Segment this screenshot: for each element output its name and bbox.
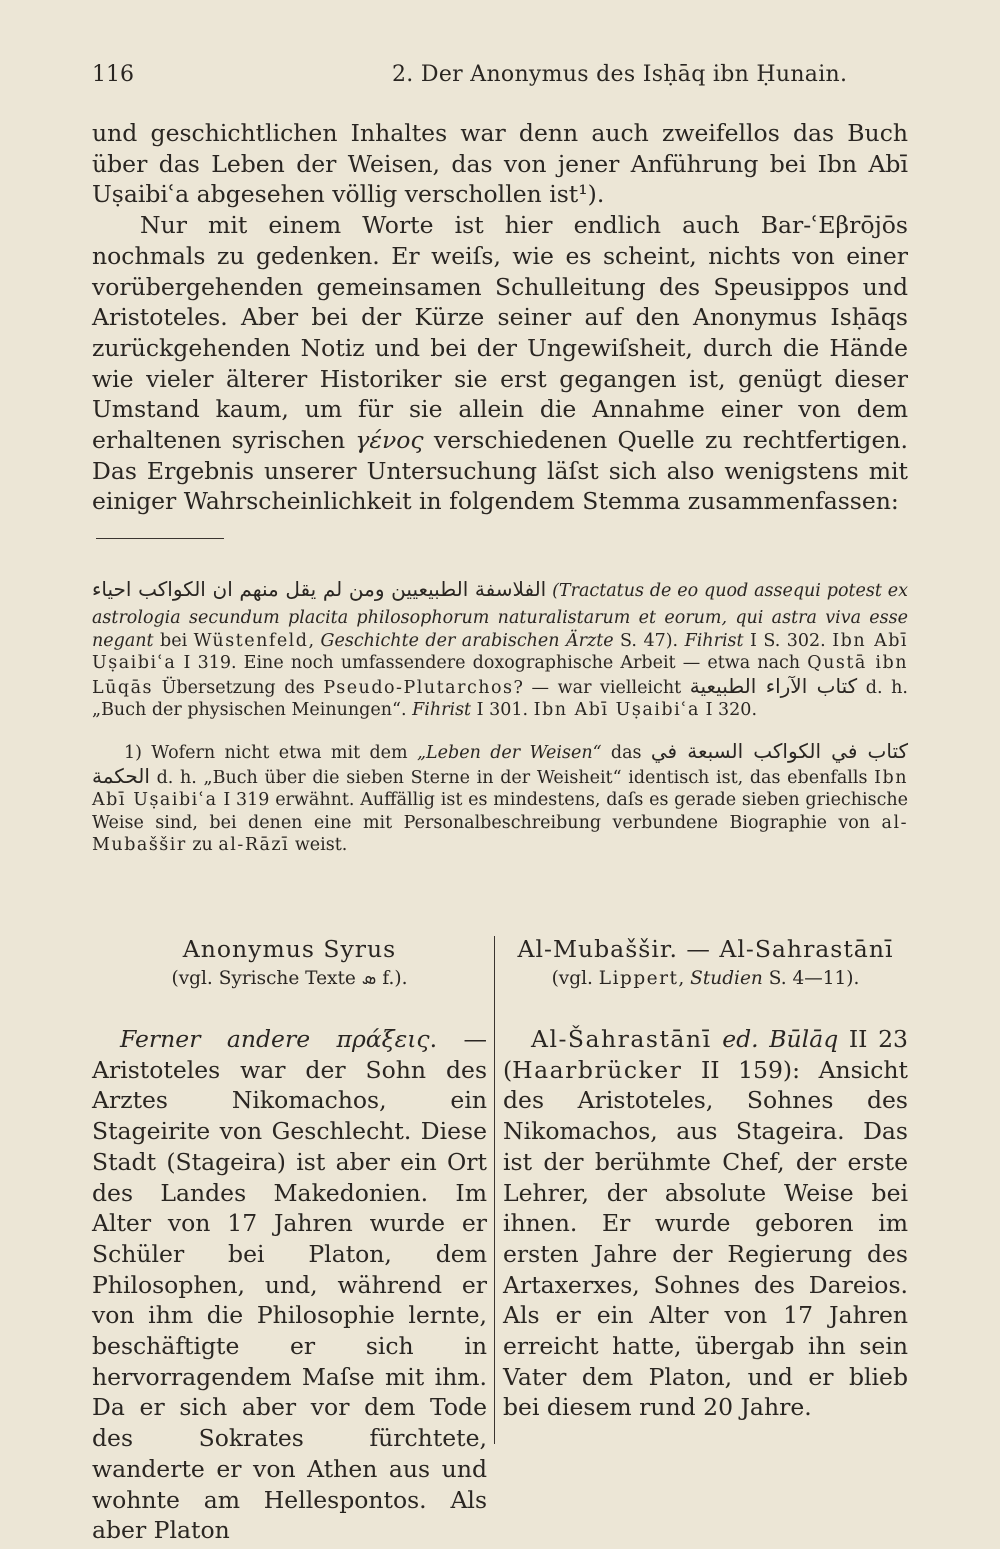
paragraph [92, 118, 908, 210]
column-heading: Anonymus Syrus [182, 935, 397, 963]
author-name: Qustā ibn Lūqās [92, 653, 908, 698]
text-run: II 159): Ansicht des Aristoteles, Sohnes des Nikomachos, aus Stageira. Das ist der berühmte Chef, der erste Lehrer, der absolute Weise bei ihnen. Er wurde geboren im ersten Jahre der Regierung des Artaxerxes, Sohnes des Dareios. Als er ein Alter von 17 Jahren erreicht hatte, übergab ihn sein Vater dem Platon, und er blieb bei diesem rund 20 Jahre. [503, 1055, 908, 1422]
footnotes [92, 572, 908, 857]
text-run: S. 4—11). [762, 968, 860, 989]
text-run: bei [153, 630, 194, 651]
main-text [92, 118, 908, 517]
latin-title: (Tractatus de eo quod assequi potest ex astrologia secundum placita philosophorum naturalistarum et eorum, qui astra viva esse negant [92, 581, 909, 651]
left-column [92, 934, 487, 1546]
text-run: , [678, 968, 691, 989]
book-title: ed. Būlāq [711, 1025, 839, 1053]
author-name: Pseudo-Plutarchos [323, 677, 514, 698]
text-run: Aristoteles war der Sohn des Arztes Nikomachos, ein Stageirite von Geschlecht. Diese Stadt (Stageira) ist aber ein Ort des Landes Makedonien. Im Alter von 17 Jahren wurde er Schüler bei Platon, dem Philosophen, und, während er von ihm die Philosophie lernte, beschäftigte er sich in hervorragendem Maſse mit ihm. Da er sich aber vor dem Tode des Sokrates fürchtete, wanderte er von Athen aus und wohnte am Hellespontos. Als aber Platon [92, 1055, 487, 1545]
author-name: Haarbrücker [512, 1055, 683, 1084]
column-text [503, 1024, 908, 1423]
right-column [503, 934, 908, 1423]
text-run: , [308, 630, 321, 651]
book-title: Geschichte der arabischen Ärzte [320, 630, 614, 651]
text-run: zu [186, 835, 219, 856]
footnote-continuation [92, 572, 908, 722]
author-name: Ibn Abī Uṣaibiʿa [92, 767, 908, 811]
greek-term: γένος [355, 426, 424, 455]
text-run: II 23 ( [503, 1025, 908, 1084]
text-run: I 319 erwähnt. Auffällig ist es mindestens, daſs es gerade sieben griechische Weise sind, bei denen eine mit Personalbeschreibung verbundene Biographie von [92, 790, 908, 833]
column-text [92, 1024, 487, 1546]
text-run: ? — war vielleicht [513, 677, 690, 698]
paragraph [92, 210, 908, 517]
text-run: (vgl. [551, 968, 599, 989]
book-title: Fihrist [412, 700, 472, 721]
text-run: Nur mit einem Worte ist hier endlich auch Bar-ʿEβrōjōs nochmals zu gedenken. Er weiſs, wie es scheint, nichts von einer vorübergehenden gemeinsamen Schulleitung des Speusippos und Aristoteles. Aber bei der Kürze seiner auf den Anonymus Isḥāqs zurückgehenden Notiz und bei der Ungewiſsheit, durch die Hände wie vieler älterer Historiker sie erst gegangen ist, genügt dieser Umstand kaum, um für sie allein die Annahme einer von dem erhaltenen syrischen [92, 211, 908, 455]
column-heading: Al-Mubaššir. — Al-Sahrastānī [517, 935, 894, 963]
text-run: I 319. Eine noch umfassendere doxographische Arbeit — etwa nach [176, 653, 808, 674]
page-header [92, 62, 908, 96]
arabic-title: كتاب الآراء الطبيعية [689, 673, 858, 698]
text-run: I S. 302. [743, 630, 833, 651]
text-run: I 320. [700, 700, 758, 721]
text-run: verschiedenen Quelle zu rechtfertigen. Das Ergebnis unserer Untersuchung läſst sich also wenigstens mit einiger Wahrscheinlichkeit in folgendem Stemma zusammenfassen: [92, 426, 908, 516]
running-title: 2. Der Anonymus des Isḥāq ibn Ḥunain. [392, 62, 848, 87]
column-divider [494, 936, 495, 1444]
text-run: weist. [289, 835, 348, 856]
author-name: Wüstenfeld [193, 630, 309, 651]
text-run: das [601, 742, 651, 763]
author-name: Ibn Abī Uṣaibiʿa [533, 700, 700, 721]
author-name: Al-Šahrastānī [531, 1025, 712, 1053]
text-run: S. 47). [613, 630, 685, 651]
text-run: I 301. [471, 700, 534, 721]
book-title: Studien [690, 968, 763, 989]
book-title: „Leben der Weisen“ [416, 742, 602, 763]
author-name: Ibn Abī Uṣaibiʿa [92, 630, 909, 674]
text-run: Übersetzung des [153, 677, 324, 698]
arabic-title: الفلاسفة الطبيعيين ومن لم يقل منهم ان الكواكب احياء [92, 577, 547, 601]
footnote-1 [92, 740, 908, 857]
column-subheading [503, 964, 908, 994]
column-subheading: (vgl. Syrische Texte ܣ f.). [171, 968, 408, 989]
text-run: d. h. „Buch der physischen Meinungen“. [92, 677, 908, 721]
greek-term: πράξεις [336, 1025, 430, 1053]
text-run: Ferner andere [120, 1025, 337, 1053]
page-number: 116 [92, 62, 134, 87]
author-name: al-Mubaššir [92, 812, 908, 856]
book-title: Fihrist [684, 630, 744, 651]
text-run: und geschichtlichen Inhaltes war denn auch zweifellos das Buch über das Leben der Weisen, das von jener Anführung bei Ibn Abī Uṣaibiʿa abgesehen völlig verschollen ist¹). [92, 119, 908, 209]
text-run: d. h. „Buch über die sieben Sterne in der Weisheit“ identisch ist, das ebenfalls [149, 767, 875, 788]
author-name: Lippert [598, 968, 679, 989]
text-run: 1) Wofern nicht etwa mit dem [124, 742, 417, 763]
footnote-separator [96, 538, 224, 539]
text-run: . — [429, 1025, 487, 1053]
arabic-title: كتاب في الكواكب السبعة في الحكمة [92, 738, 908, 788]
author-name: al-Rāzī [218, 835, 290, 856]
